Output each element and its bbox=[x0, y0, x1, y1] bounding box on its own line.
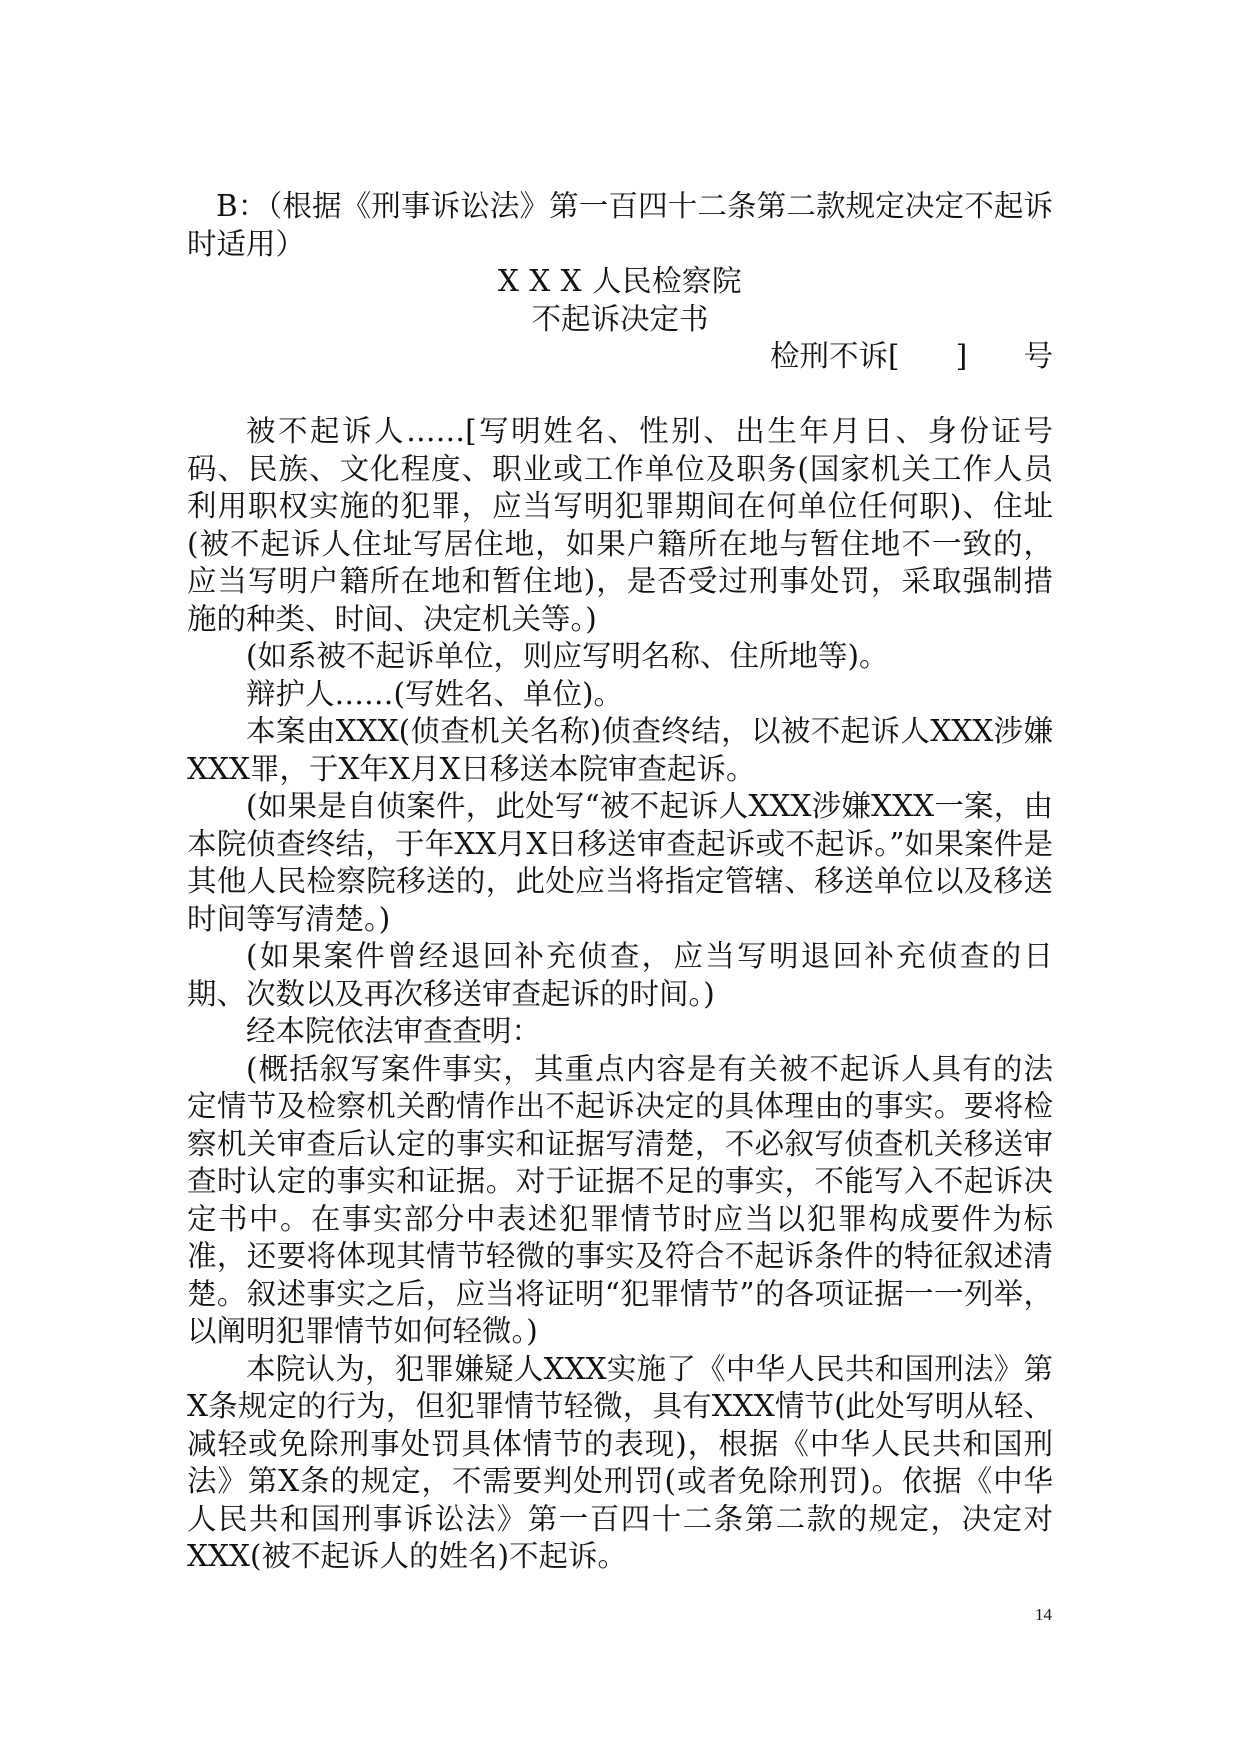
document-number: 检刑不诉[ ] 号 bbox=[769, 339, 1053, 373]
page-number: 14 bbox=[1035, 1605, 1052, 1624]
paragraph-unit-note: (如系被不起诉单位，则应写明名称、住所地等)。 bbox=[246, 639, 889, 673]
paragraph-self-investigation-note: (如果是自侦案件，此处写“被不起诉人XXX涉嫌XXX一案，由本院侦查终结，于年XX月X日移送审查起诉或不起诉。”如果案件是其他人民检察院移送的，此处应当将指定管辖、移送单位以及移送时间等写清楚。) bbox=[187, 789, 1053, 936]
blank-line bbox=[187, 376, 1053, 414]
paragraph-supplementary-investigation-note: (如果案件曾经退回补充侦查，应当写明退回补充侦查的日期、次数以及再次移送审查起诉的时间。) bbox=[187, 939, 1053, 1011]
document-body bbox=[187, 188, 1053, 1576]
paragraph-defendant-info: 被不起诉人……[写明姓名、性别、出生年月日、身份证号码、民族、文化程度、职业或工作单位及职务(国家机关工作人员利用职权实施的犯罪，应当写明犯罪期间在何单位任何职)、住址(被不起诉人住址写居住地，如果户籍所在地与暂住地不一致的，应当写明户籍所在地和暂住地)，是否受过刑事处罚，采取强制措施的种类、时间、决定机关等。) bbox=[187, 414, 1053, 636]
paragraph-case-transfer: 本案由XXX(侦查机关名称)侦查终结，以被不起诉人XXX涉嫌XXX罪，于X年X月X日移送本院审查起诉。 bbox=[187, 714, 1053, 786]
organization-name: X X X 人民检察院 bbox=[497, 264, 743, 298]
paragraph-review-findings-heading: 经本院依法审查查明： bbox=[246, 1014, 542, 1048]
paragraph-facts-note: (概括叙写案件事实，其重点内容是有关被不起诉人具有的法定情节及检察机关酌情作出不起诉决定的具体理由的事实。要将检察机关审查后认定的事实和证据写清楚，不必叙写侦查机关移送审查时认定的事实和证据。对于证据不足的事实，不能写入不起诉决定书中。在事实部分中表述犯罪情节时应当以犯罪构成要件为标准，还要将体现其情节轻微的事实及符合不起诉条件的特征叙述清楚。叙述事实之后，应当将证明“犯罪情节”的各项证据一一列举，以阐明犯罪情节如何轻微。) bbox=[187, 1051, 1053, 1348]
document-title: 不起诉决定书 bbox=[531, 301, 709, 336]
applicability-note: B：（根据《刑事诉讼法》第一百四十二条第二款规定决定不起诉时适用） bbox=[187, 189, 1053, 261]
paragraph-defender: 辩护人……(写姓名、单位)。 bbox=[246, 676, 624, 711]
paragraph-decision: 本院认为，犯罪嫌疑人XXX实施了《中华人民共和国刑法》第X条规定的行为，但犯罪情节轻微，具有XXX情节(此处写明从轻、减轻或免除刑事处罚具体情节的表现)，根据《中华人民共和国刑法》第X条的规定，不需要判处刑罚(或者免除刑罚)。依据《中华人民共和国刑事诉讼法》第一百四十二条第二款的规定，决定对XXX(被不起诉人的姓名)不起诉。 bbox=[187, 1351, 1053, 1573]
